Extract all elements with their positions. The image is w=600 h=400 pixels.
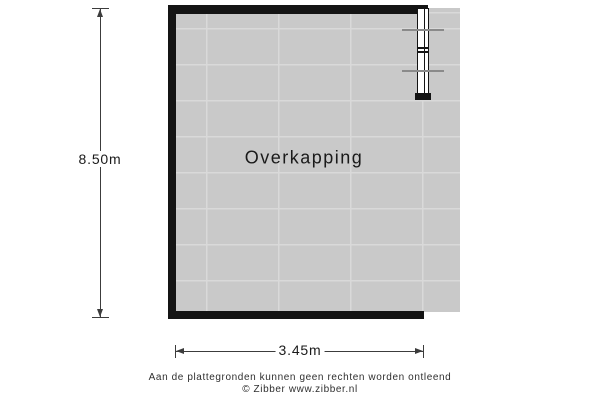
wall-top bbox=[168, 5, 428, 14]
wall-bottom bbox=[168, 311, 424, 319]
width-dimension-label: 3.45m bbox=[276, 342, 325, 358]
window-divider-line bbox=[418, 47, 428, 49]
height-dimension-label: 8.50m bbox=[76, 151, 125, 167]
window-grid-tick bbox=[402, 70, 444, 72]
window-divider-line bbox=[418, 51, 428, 53]
width-dimension-arrow-left bbox=[176, 348, 184, 354]
room-label: Overkapping bbox=[244, 147, 364, 168]
height-dimension-arrow-down bbox=[97, 309, 103, 317]
footer-copyright: © Zibber www.zibber.nl bbox=[242, 384, 358, 395]
footer bbox=[0, 372, 600, 396]
window-grid-tick bbox=[402, 29, 444, 31]
width-dimension-tick-right bbox=[423, 345, 424, 358]
window-symbol bbox=[417, 8, 429, 94]
window-end-cap bbox=[415, 93, 431, 100]
footer-disclaimer: Aan de plattegronden kunnen geen rechten worden ontleend bbox=[148, 372, 452, 383]
wall-left bbox=[168, 5, 176, 319]
height-dimension-tick-bottom bbox=[92, 317, 109, 318]
width-dimension-arrow-right bbox=[415, 348, 423, 354]
height-dimension-arrow-up bbox=[97, 9, 103, 17]
